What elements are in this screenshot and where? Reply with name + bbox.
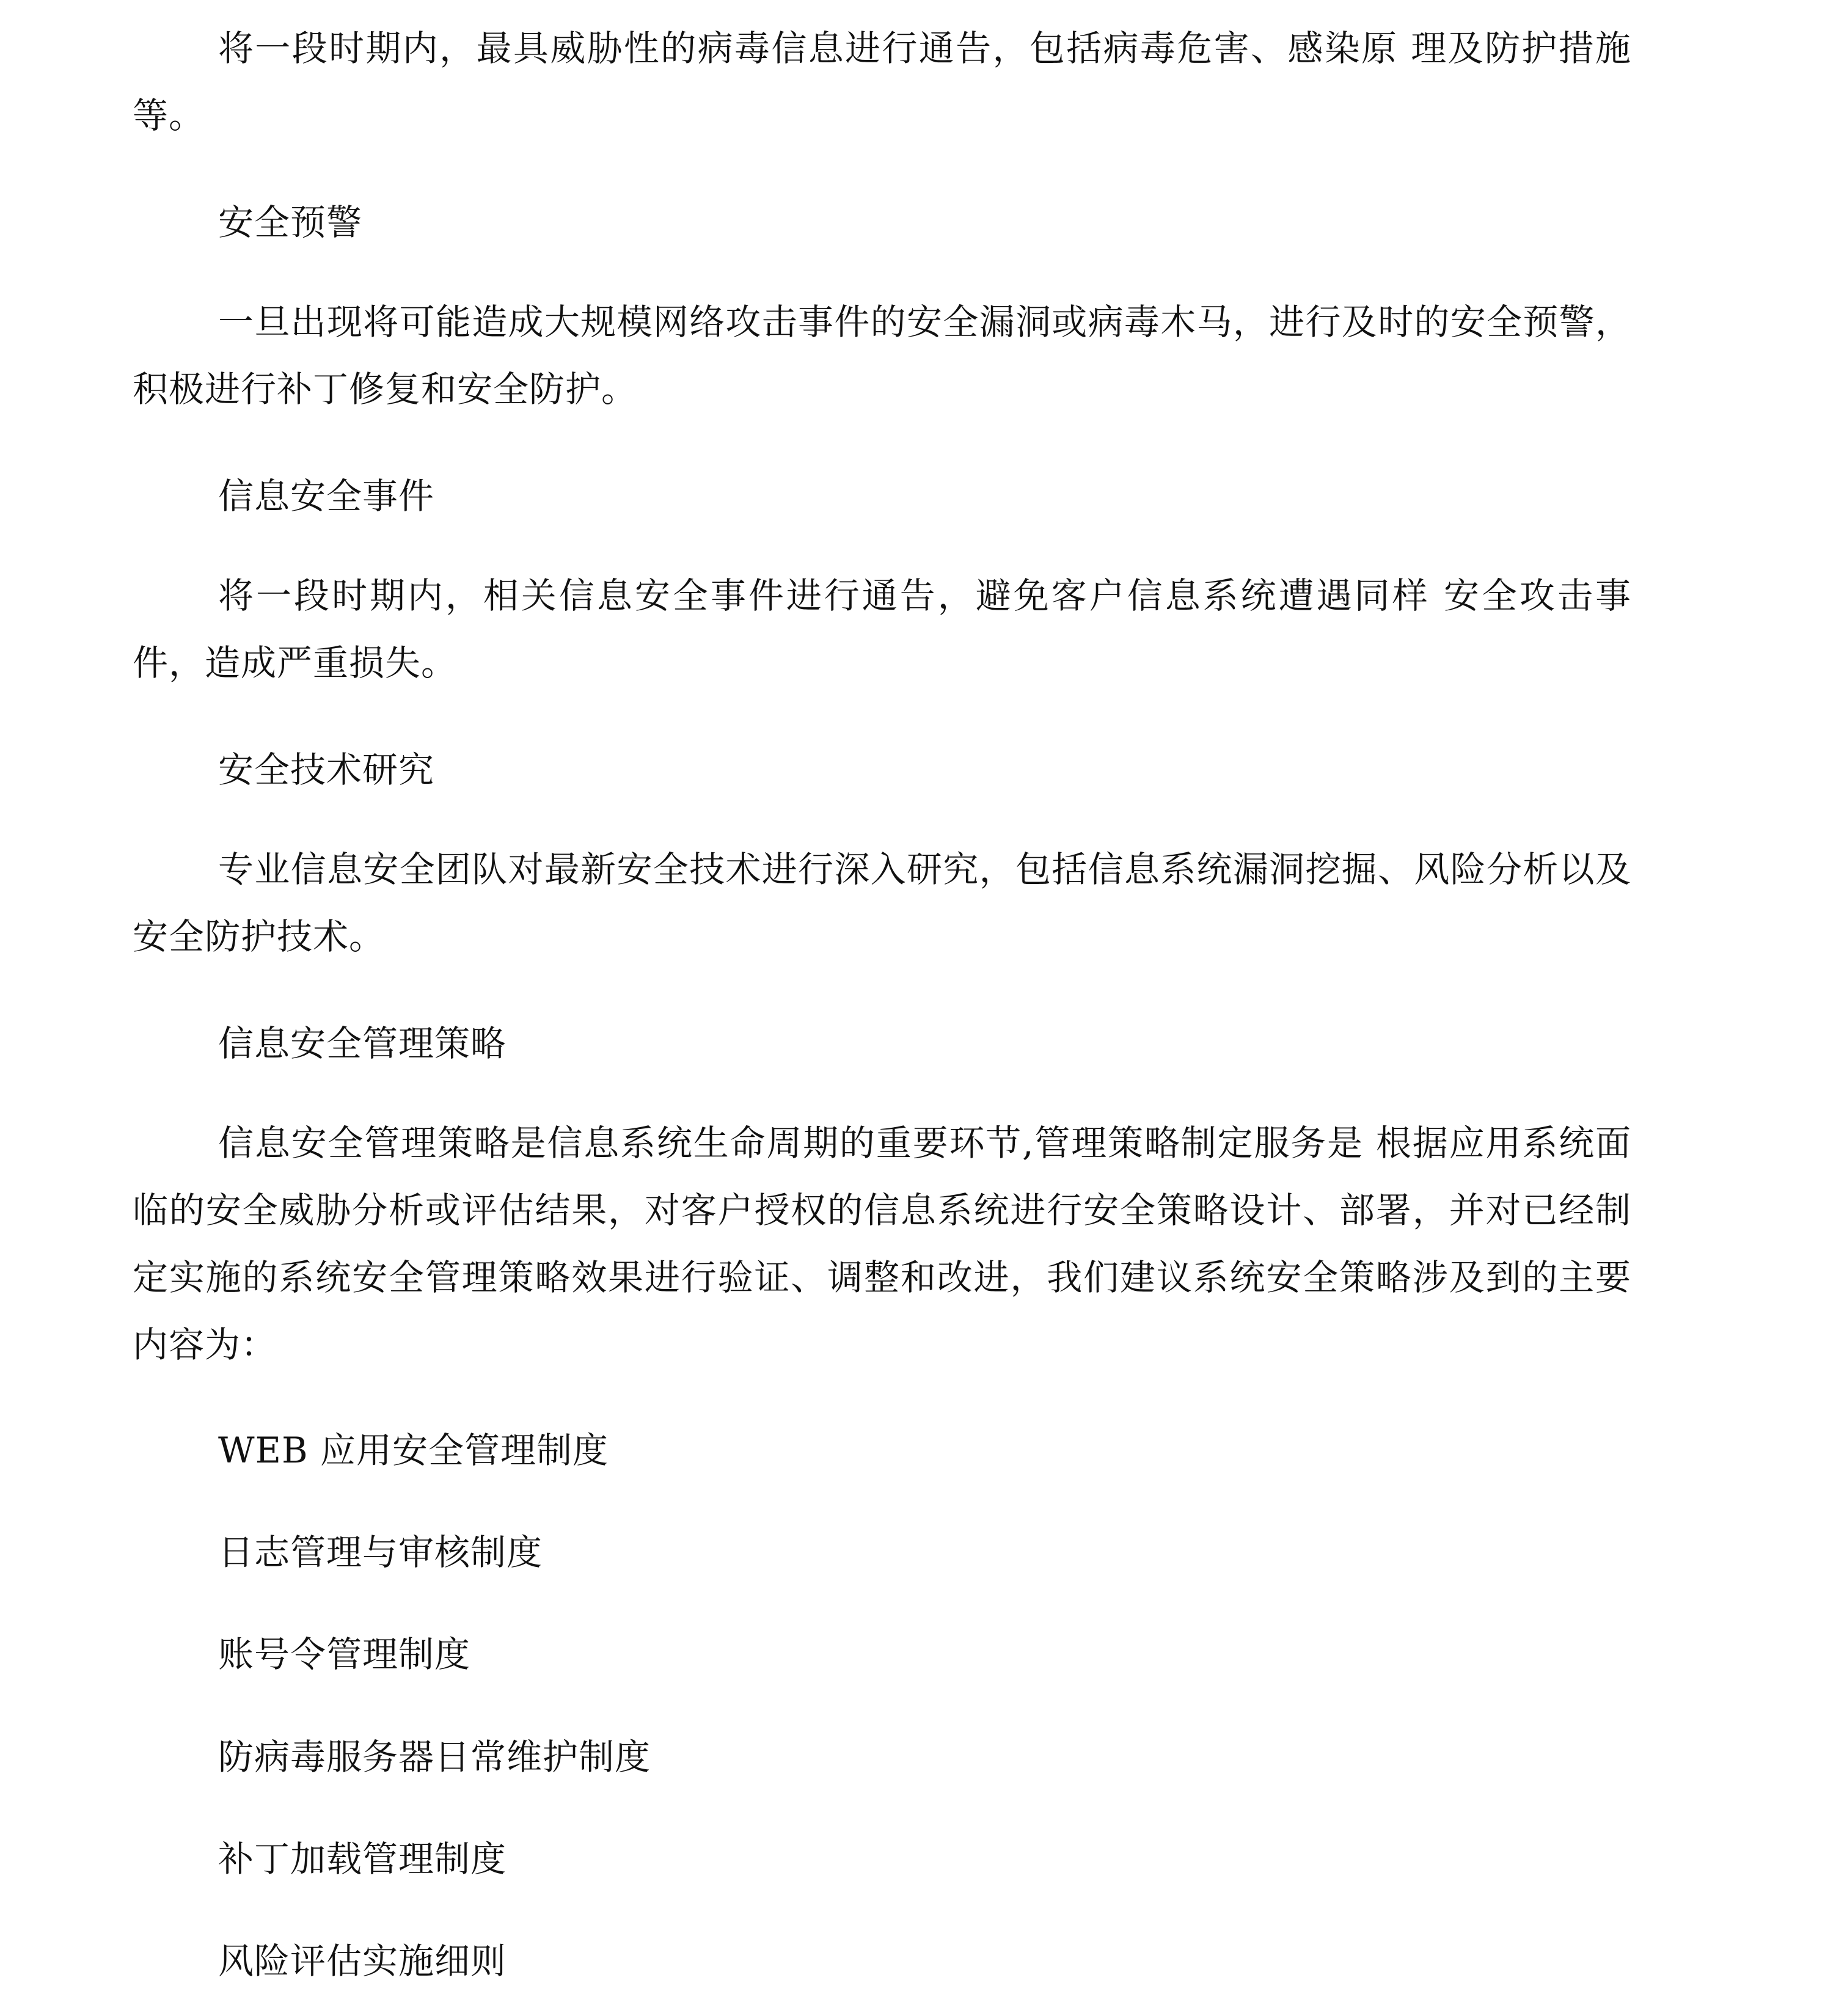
paragraph-virus-bulletin: 将一段时期内，最具威胁性的病毒信息进行通告，包括病毒危害、感染原 理及防护措施等。 bbox=[133, 27, 1631, 136]
heading-security-warning: 安全预警 bbox=[218, 202, 363, 243]
heading-security-research: 安全技术研究 bbox=[218, 749, 435, 791]
paragraph-security-incidents: 将一段时期内，相关信息安全事件进行通告，避免客户信息系统遭遇同样 安全攻击事件，造成严重损失。 bbox=[133, 575, 1631, 684]
heading-security-management-policy: 信息安全管理策略 bbox=[218, 1023, 507, 1064]
list-item-patch-management: 补丁加载管理制度 bbox=[218, 1838, 507, 1880]
list-item-antivirus-maintenance: 防病毒服务器日常维护制度 bbox=[218, 1736, 651, 1778]
list-item-account-management: 账号令管理制度 bbox=[218, 1634, 471, 1675]
list-item-risk-assessment: 风险评估实施细则 bbox=[218, 1940, 507, 1982]
paragraph-security-research: 专业信息安全团队对最新安全技术进行深入研究，包括信息系统漏洞挖掘、风险分析以及安全防护技术。 bbox=[133, 849, 1631, 957]
paragraph-security-warning: 一旦出现将可能造成大规模网络攻击事件的安全漏洞或病毒木马，进行及时的安全预警，积极进行补丁修复和安全防护。 bbox=[133, 301, 1631, 410]
paragraph-security-management-policy: 信息安全管理策略是信息系统生命周期的重要环节,管理策略制定服务是 根据应用系统面临的安全威胁分析或评估结果，对客户授权的信息系统进行安全策略设计、部署，并对已经制定实施的系统安全管理策略效果进行验证、调整和改进，我们建议系统安全策略涉及到的主要内容为： bbox=[133, 1122, 1631, 1365]
list-item-log-audit: 日志管理与审核制度 bbox=[218, 1532, 543, 1573]
list-item-web-security: WEB 应用安全管理制度 bbox=[218, 1430, 609, 1471]
heading-security-incidents: 信息安全事件 bbox=[218, 475, 435, 517]
